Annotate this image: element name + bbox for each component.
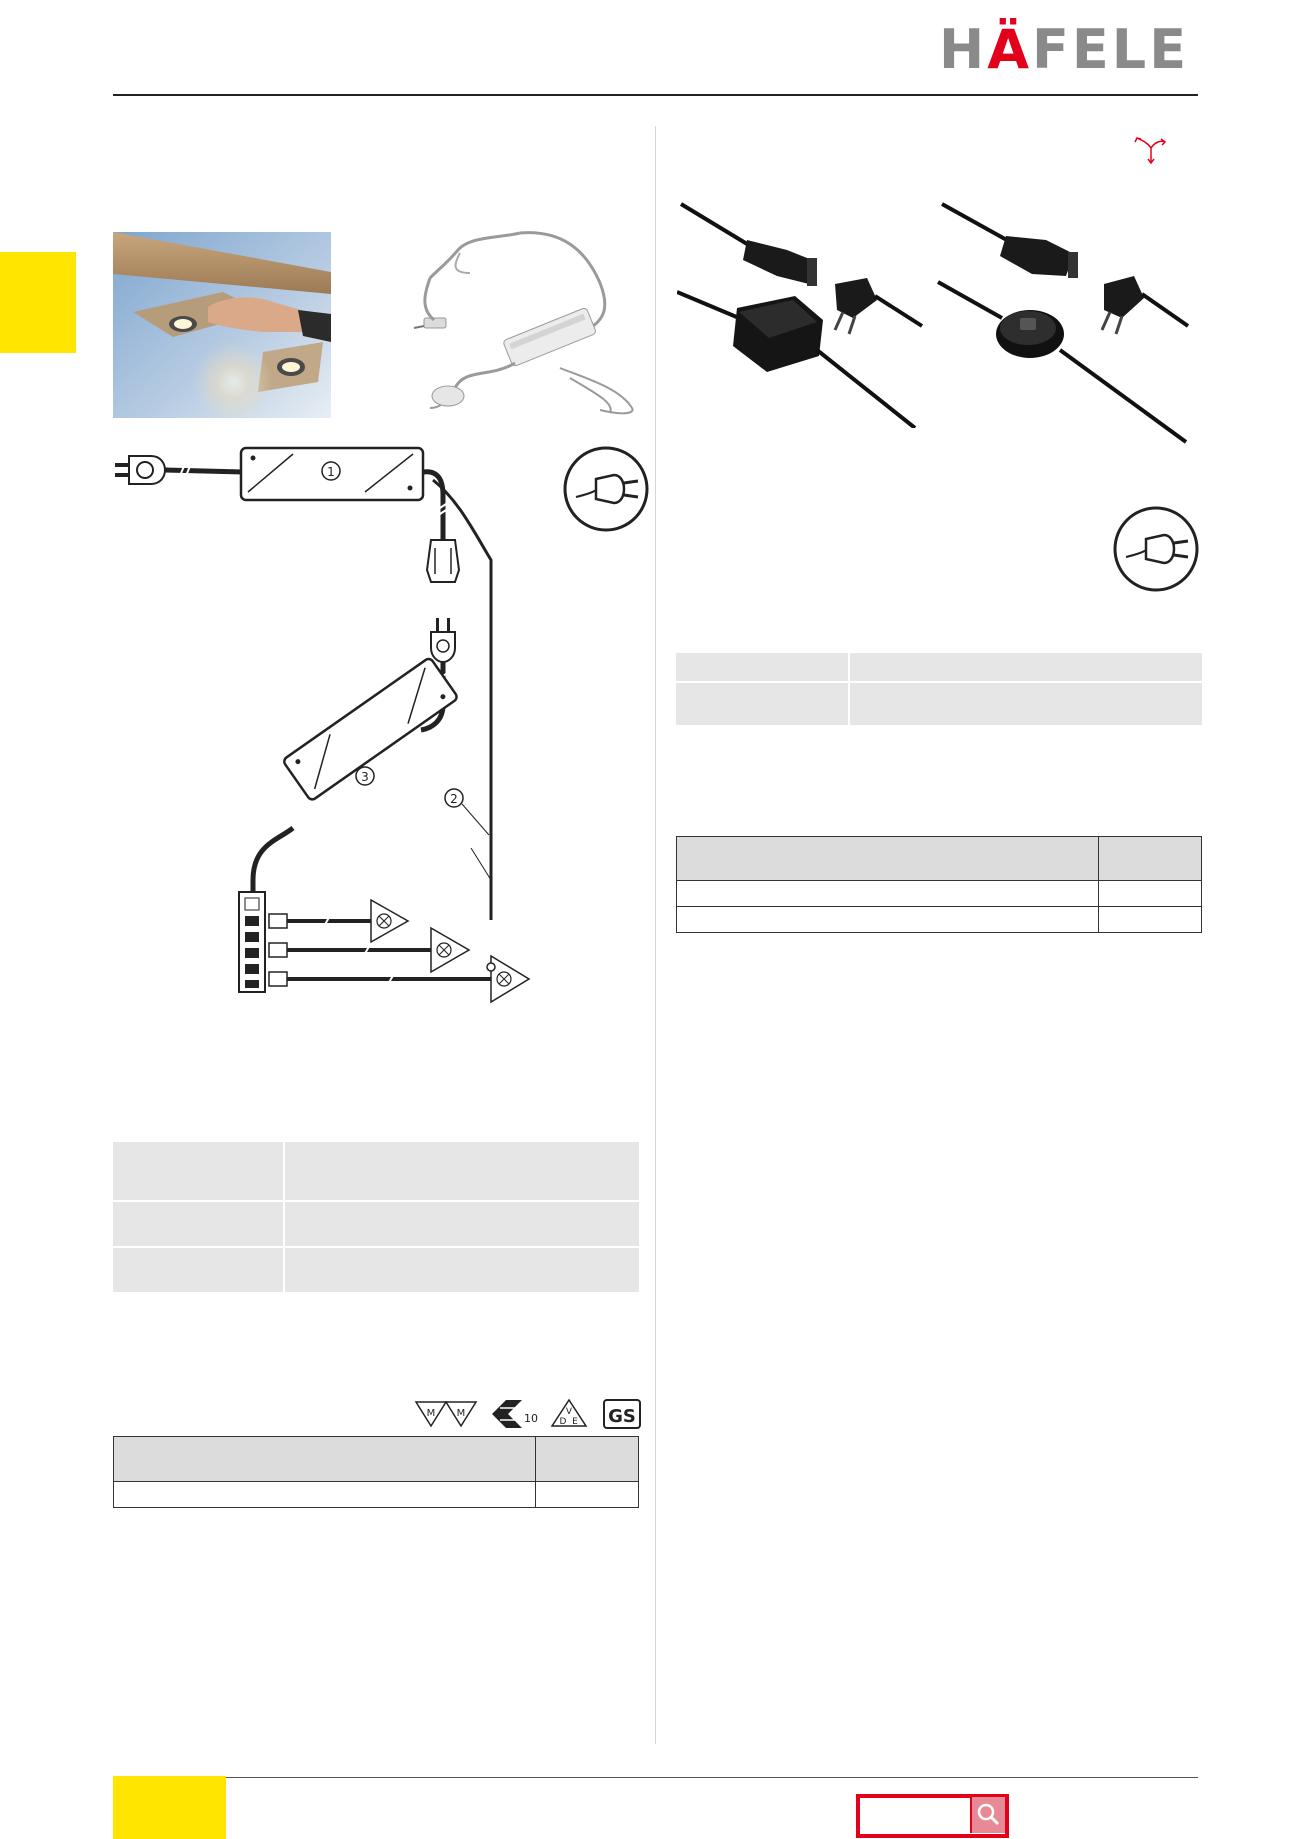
spec-table-right [676, 653, 1202, 725]
order-table-left-header-cat [536, 1437, 639, 1482]
column-divider [655, 126, 656, 1744]
order-table-left [113, 1436, 639, 1508]
order-table-right-row-1-cat [1099, 881, 1202, 907]
logo-text: HÄFELE [939, 18, 1190, 81]
euro-plug-icon [562, 445, 650, 533]
footer-rule [113, 1777, 1198, 1778]
order-table-right-row-2 [677, 907, 1099, 933]
order-table-right [676, 836, 1202, 933]
search-icon [972, 1797, 1005, 1833]
order-table-right-header-desc [677, 837, 1099, 881]
brand-logo [939, 18, 1199, 81]
product-photo-transformer [410, 228, 640, 418]
wiring-diagram [113, 440, 543, 1015]
search-button[interactable] [970, 1797, 1005, 1833]
order-table-left-row [114, 1482, 536, 1508]
enec-number: 10 [524, 1412, 538, 1425]
certification-marks [414, 1398, 644, 1430]
vde-mark-d: D [559, 1417, 567, 1427]
gs-mark: GS [608, 1406, 636, 1427]
mm-mark-2: M [456, 1408, 466, 1419]
callout-1: 1 [327, 465, 335, 479]
order-table-right-header-cat [1099, 837, 1202, 881]
callout-2: 2 [450, 792, 458, 806]
product-photo-lights [113, 232, 331, 418]
chapter-tab [0, 252, 76, 353]
product-photo-round-switch [936, 200, 1192, 448]
callout-3: 3 [361, 770, 369, 784]
vde-mark-e: E [572, 1417, 578, 1427]
order-table-right-row-1 [677, 881, 1099, 907]
euro-plug-icon-right [1112, 505, 1200, 593]
spec-table-left [113, 1142, 639, 1292]
branch-arrows-icon [1133, 130, 1169, 166]
product-photo-box-switch [677, 200, 929, 428]
footer-tab [113, 1776, 226, 1839]
order-table-left-header-desc [114, 1437, 536, 1482]
order-table-right-row-2-cat [1099, 907, 1202, 933]
header-rule [113, 94, 1198, 96]
vde-mark-v: V [565, 1407, 573, 1417]
mm-mark-1: M [426, 1408, 436, 1419]
order-table-left-row-cat [536, 1482, 639, 1508]
